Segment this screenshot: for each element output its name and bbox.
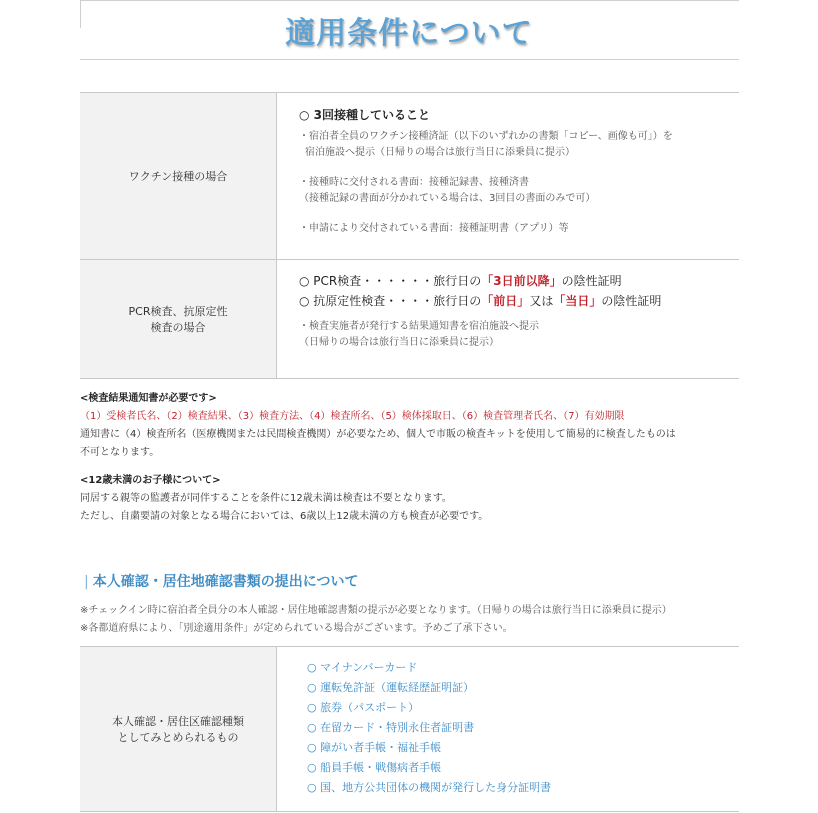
vaccine-row: [80, 93, 739, 260]
children-notice: <12歳未満のお子様について> 同居する親等の監護者が同伴することを条件に12歳未満は検査は不要となります。 ただし、自粛要請の対象となる場合においては、6歳以上12歳未満の方も検査が必要です。: [80, 472, 488, 526]
results-notice-heading: <検査結果通知書が必要です>: [80, 393, 217, 404]
title-divider: [80, 59, 739, 60]
results-notice-items: （1）受検者氏名、（2）検査結果、（3）検査方法、（4）検査所名、（5）検体採取日、（6）検査管理者氏名、（7）有効期限: [80, 411, 625, 422]
vaccine-item-1: ・宿泊者全員のワクチン接種済証（以下のいずれかの書類「コピー、画像も可」）を 宿泊施設へ提示（日帰りの場合は旅行当日に添乗員に提示）: [299, 131, 673, 158]
document-item-disability-handbook[interactable]: ○ 障がい者手帳・福祉手帳: [307, 741, 442, 754]
results-notice: <検査結果通知書が必要です> （1）受検者氏名、（2）検査結果、（3）検査方法、（4）検査所名、（5）検体採取日、（6）検査管理者氏名、（7）有効期限 通知書に（4）検査所名（医療機関または民間検査機関）が必要なため、個人で市販の検査キットを使用して簡易的に検査したものは 不可となります。: [80, 390, 676, 462]
document-item-drivers-license[interactable]: ○ 運転免許証（運転経歴証明証）: [307, 681, 475, 694]
id-documents-row: [80, 647, 739, 812]
vaccine-item-2: ・接種時に交付される書面：接種記録書、接種済書 （接種記録の書面が分かれている場合は、3回目の書面のみで可）: [299, 177, 596, 204]
section2-notes: ※チェックイン時に宿泊者全員分の本人確認・居住地確認書類の提示が必要となります。（日帰りの場合は旅行当日に添乗員に提示） ※各都道府県により、「別途適用条件」が定められている場合がございます。予めご了承下さい。: [80, 605, 672, 634]
id-documents-table: [80, 646, 739, 812]
vaccine-heading: ○ 3回接種していること: [299, 108, 430, 122]
document-item-seaman-handbook[interactable]: ○ 船員手帳・戦傷病者手帳: [307, 761, 442, 774]
document-item-residence-card[interactable]: ○ 在留カード・特別永住者証明書: [307, 721, 475, 734]
pcr-note: ・検査実施者が発行する結果通知書を宿泊施設へ提示 （日帰りの場合は旅行当日に添乗員に提示）: [299, 321, 539, 348]
pcr-line: ○ PCR検査・・・・・・旅行日の「3日前以降」の陰性証明: [299, 274, 622, 288]
document-item-passport[interactable]: ○ 旅券（パスポート）: [307, 701, 420, 714]
document-item-public-id[interactable]: ○ 国、地方公共団体の機関が発行した身分証明書: [307, 781, 552, 794]
document-item-my-number-card[interactable]: ○ マイナンバーカード: [307, 661, 418, 674]
pcr-label: PCR検査、抗原定性 検査の場合: [80, 260, 277, 379]
pcr-details: [277, 260, 740, 379]
section2-title: | 本人確認・居住地確認書類の提出について: [84, 574, 359, 590]
vaccine-item-3: ・申請により交付されている書面：接種証明書（アプリ）等: [299, 223, 569, 234]
id-documents-label: 本人確認・居住区確認種類 としてみとめられるもの: [80, 647, 277, 812]
pcr-row: [80, 260, 739, 379]
vaccine-details: [277, 93, 740, 260]
page-title: 適用条件について: [285, 16, 533, 51]
conditions-table: [80, 92, 739, 379]
top-rule: [80, 0, 739, 1]
children-notice-heading: <12歳未満のお子様について>: [80, 475, 221, 486]
vaccine-label: ワクチン接種の場合: [80, 93, 277, 260]
antigen-line: ○ 抗原定性検査・・・・旅行日の「前日」又は「当日」の陰性証明: [299, 294, 662, 308]
id-documents-list: [277, 647, 740, 812]
